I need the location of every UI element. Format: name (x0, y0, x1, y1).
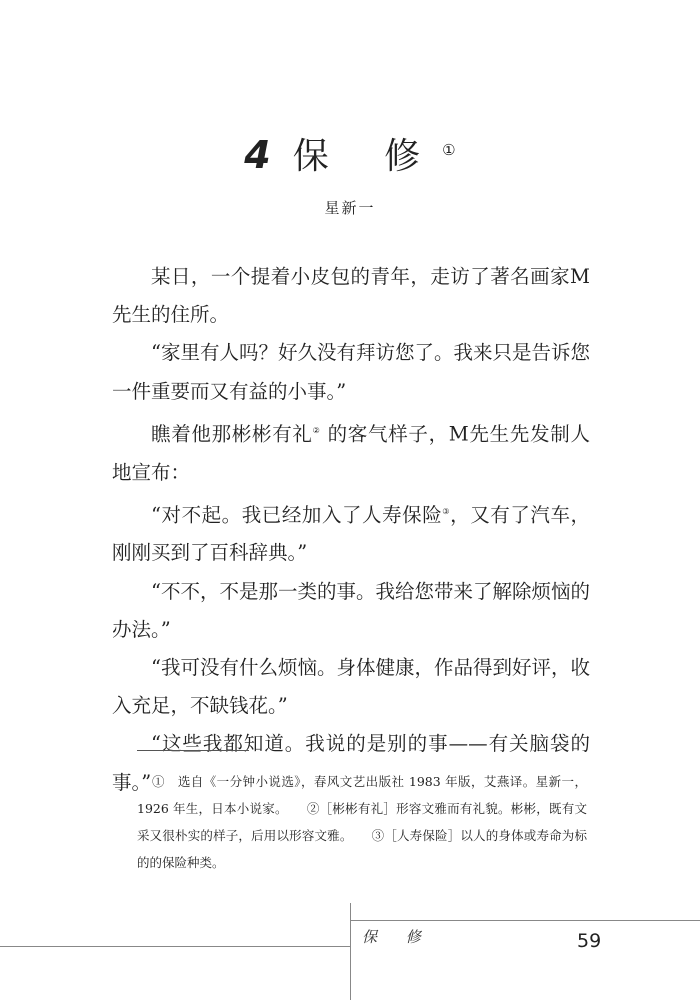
footer-divider-right (350, 920, 700, 921)
footnotes (137, 768, 587, 876)
paragraph: “对不起。我已经加入了人寿保险③，又有了汽车，刚刚买到了百科辞典。” (112, 503, 590, 565)
chapter-title (0, 128, 700, 179)
footnote-divider (137, 750, 249, 751)
page-number: 59 (577, 930, 602, 952)
footnote-mark: ③ (442, 505, 451, 516)
paragraph: 瞧着他那彬彬有礼② 的客气样子，M先生先发制人地宣布： (112, 422, 590, 484)
footnotes-text: ① 选自《一分钟小说选》，春风文艺出版社 1983 年版，艾燕译。星新一，1926 年生，日本小说家。 ②［彬彬有礼］形容文雅而有礼貌。彬彬，既有文采又很朴实的样子，后用以形容文雅。 ③［人寿保险］以人的身体或寿命为标的的保险种类。 (137, 774, 587, 870)
paragraph: “这些我都知道。我说的是别的事——有关脑袋的事。” (112, 732, 590, 794)
footer-divider-vertical (350, 903, 351, 1000)
paragraph: “家里有人吗？好久没有拜访您了。我来只是告诉您一件重要而又有益的小事。” (112, 341, 590, 403)
chapter-number: 4 (244, 133, 271, 177)
chapter-title-text: 保 修 (292, 136, 443, 177)
running-title: 保 修 (362, 928, 433, 946)
footer-divider-left (0, 946, 350, 947)
story-body (112, 258, 590, 802)
paragraph: “不不，不是那一类的事。我给您带来了解除烦恼的办法。” (112, 579, 590, 641)
footnote-mark: ② (312, 424, 321, 435)
title-footnote-mark: ① (442, 141, 456, 159)
author-name: 星新一 (324, 199, 376, 217)
paragraph: “我可没有什么烦恼。身体健康，作品得到好评，收入充足，不缺钱花。” (112, 656, 590, 718)
paragraph: 某日，一个提着小皮包的青年，走访了著名画家M先生的住所。 (112, 265, 590, 327)
